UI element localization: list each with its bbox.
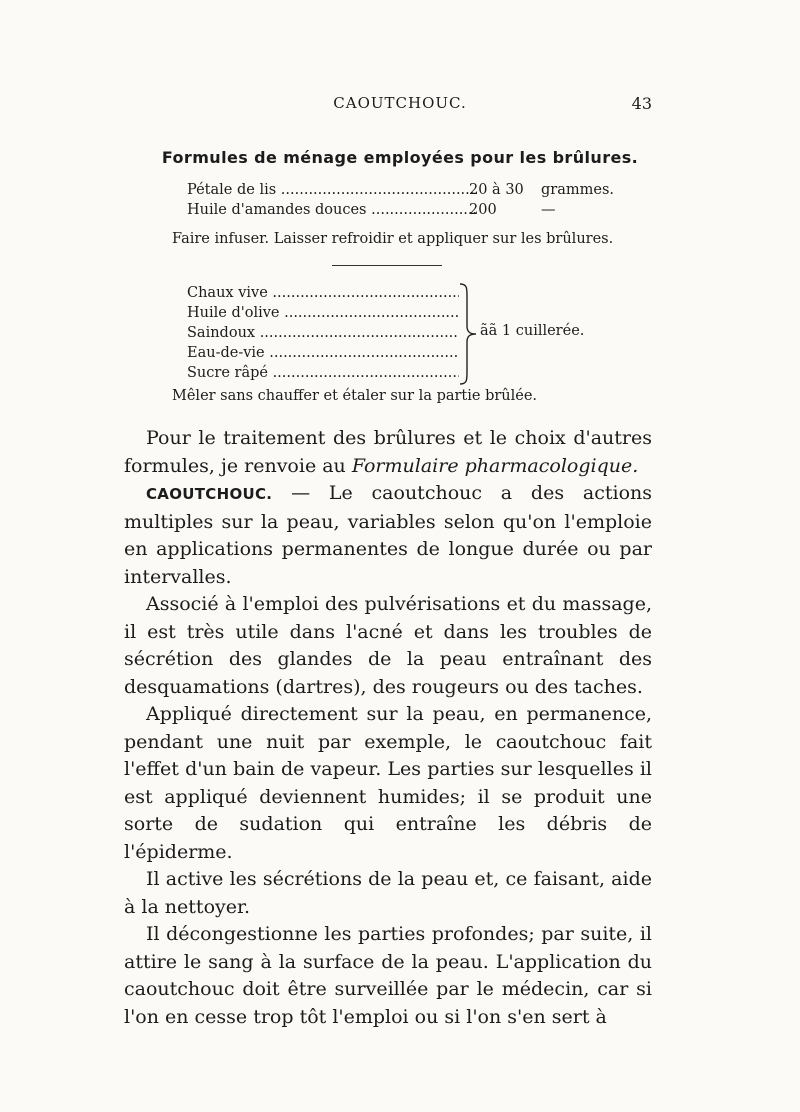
recipe-1: [187, 180, 627, 220]
ingredient-name: Pétale de lis .....: [187, 182, 477, 198]
recipe-2-instructions: Mêler sans chauffer et étaler sur la partie brûlée.: [172, 388, 538, 404]
section-divider: [332, 265, 442, 266]
book-reference: Formulaire pharmacologique.: [351, 454, 639, 477]
running-header: [0, 94, 800, 116]
body-text: [124, 425, 652, 1031]
entry-heading: CAOUTCHOUC.: [146, 485, 273, 503]
recipe-2-item: [187, 323, 467, 343]
recipe-2-item: [187, 303, 467, 323]
page-number: 43: [631, 94, 652, 113]
recipe-2-quantity: ãã 1 cuillerée.: [480, 323, 585, 339]
ingredient-name: Sucre râpé .....: [187, 365, 459, 381]
ingredient-name: Chaux vive .....: [187, 285, 459, 301]
paragraph: Associé à l'emploi des pulvérisations et du massage, il est très utile dans l'acné et dans les troubles de sécrétion des glandes de la peau entraînant des desquamations (dartres), des rougeurs ou des taches.: [124, 593, 652, 698]
paragraph: CAOUTCHOUC. — Le caoutchouc a des actions multiples sur la peau, variables selon qu'on l'emploie en applications permanentes de longue durée ou par intervalles.: [124, 482, 652, 588]
ingredient-name: Huile d'amandes douces .....: [187, 202, 477, 218]
ingredient-quantity: 200: [469, 202, 497, 218]
ingredient-unit: —: [541, 202, 556, 218]
recipe-2-item: [187, 343, 467, 363]
recipe-2-item: [187, 363, 467, 383]
ingredient-quantity: 20 à 30: [469, 182, 524, 198]
running-title: CAOUTCHOUC.: [333, 94, 467, 112]
curly-brace-icon: [452, 282, 482, 386]
paragraph: Il décongestionne les parties profondes; par suite, il attire le sang à la surface de la peau. L'application du caoutchouc doit être surveillée par le médecin, car si l'on en cesse trop tôt l'emploi ou si l'on s'en sert à: [124, 923, 652, 1028]
ingredient-name: Huile d'olive .....: [187, 305, 459, 321]
ingredient-name: Saindoux .....: [187, 325, 459, 341]
recipe-1-instructions: Faire infuser. Laisser refroidir et appliquer sur les brûlures.: [172, 231, 614, 247]
recipe-2: [187, 283, 467, 383]
paragraph: Il active les sécrétions de la peau et, ce faisant, aide à la nettoyer.: [124, 868, 652, 918]
ingredient-name: Eau-de-vie .....: [187, 345, 459, 361]
recipe-1-item: [187, 200, 627, 220]
paragraph: Pour le traitement des brûlures et le choix d'autres formules, je renvoie au Formulaire pharmacologique.: [124, 427, 652, 477]
ingredient-unit: grammes.: [541, 182, 614, 198]
paragraph: Appliqué directement sur la peau, en permanence, pendant une nuit par exemple, le caoutchouc fait l'effet d'un bain de vapeur. Les parties sur lesquelles il est appliqué deviennent humides; il se produit une sorte de sudation qui entraîne les débris de l'épiderme.: [124, 703, 652, 863]
recipe-2-item: [187, 283, 467, 303]
section-title: Formules de ménage employées pour les brûlures.: [161, 148, 639, 167]
recipe-1-item: [187, 180, 627, 200]
